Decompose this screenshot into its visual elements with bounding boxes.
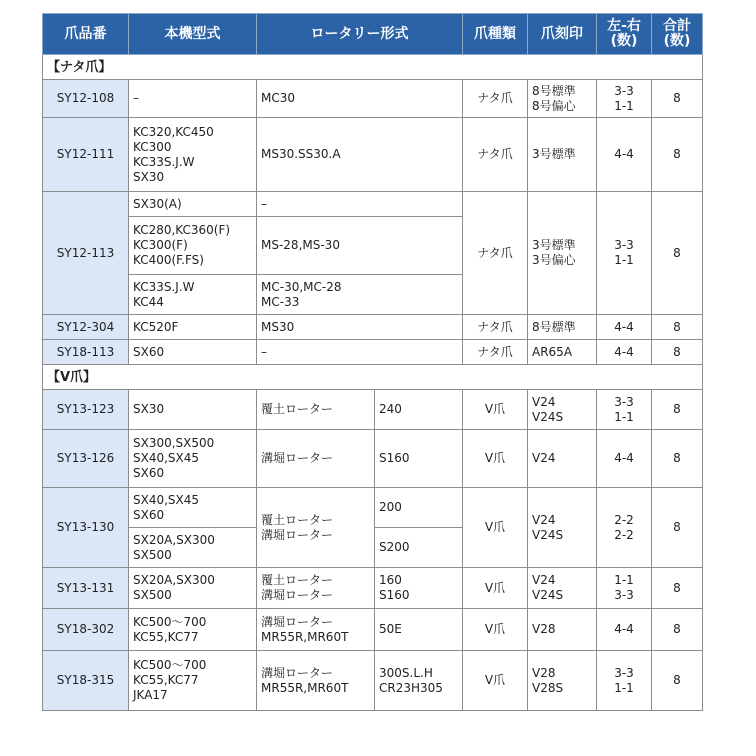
section-row <box>43 365 703 390</box>
total-count: 8 <box>652 488 703 568</box>
table-row <box>43 80 703 118</box>
part-number: SY12-113 <box>43 192 129 315</box>
part-number: SY13-126 <box>43 430 129 488</box>
section-row <box>43 55 703 80</box>
stamp: V24 V24S <box>528 568 597 609</box>
claw-parts-table <box>42 13 703 711</box>
left-right-count: 4-4 <box>597 430 652 488</box>
stamp: V24 V24S <box>528 488 597 568</box>
claw-type: V爪 <box>463 488 528 568</box>
model: KC280,KC360(F) KC300(F) KC400(F.FS) <box>129 217 257 275</box>
rotary: 覆土ローター 溝堀ローター <box>257 488 375 568</box>
rotary: MS-28,MS-30 <box>257 217 463 275</box>
rotary: 溝堀ローター MR55R,MR60T <box>257 609 375 651</box>
rotary: – <box>257 340 463 365</box>
rotary: 覆土ローター 溝堀ローター <box>257 568 375 609</box>
part-number: SY18-113 <box>43 340 129 365</box>
part-number: SY18-302 <box>43 609 129 651</box>
total-count: 8 <box>652 609 703 651</box>
total-count: 8 <box>652 80 703 118</box>
table-row <box>43 568 703 609</box>
left-right-count: 3-3 1-1 <box>597 80 652 118</box>
rotary: MC30 <box>257 80 463 118</box>
left-right-count: 3-3 1-1 <box>597 390 652 430</box>
header-rotary: ロータリー形式 <box>257 14 463 55</box>
table-row <box>43 118 703 192</box>
model: KC320,KC450 KC300 KC33S.J.W SX30 <box>129 118 257 192</box>
part-number: SY13-130 <box>43 488 129 568</box>
total-count: 8 <box>652 651 703 711</box>
header-left-right: 左-右 (数) <box>597 14 652 55</box>
rotary-sub: 50E <box>375 609 463 651</box>
model: SX30(A) <box>129 192 257 217</box>
total-count: 8 <box>652 340 703 365</box>
table-row <box>43 609 703 651</box>
stamp: 3号標準 <box>528 118 597 192</box>
header-stamp: 爪刻印 <box>528 14 597 55</box>
model: KC33S.J.W KC44 <box>129 275 257 315</box>
rotary-sub: 300S.L.H CR23H305 <box>375 651 463 711</box>
table-row <box>43 315 703 340</box>
left-right-count: 4-4 <box>597 609 652 651</box>
total-count: 8 <box>652 568 703 609</box>
total-count: 8 <box>652 430 703 488</box>
claw-type: V爪 <box>463 430 528 488</box>
rotary-sub: S160 <box>375 430 463 488</box>
left-right-count: 4-4 <box>597 315 652 340</box>
table-row <box>43 192 703 217</box>
part-number: SY12-108 <box>43 80 129 118</box>
header-claw-type: 爪種類 <box>463 14 528 55</box>
claw-type: ナタ爪 <box>463 80 528 118</box>
stamp: V24 V24S <box>528 390 597 430</box>
model: SX30 <box>129 390 257 430</box>
table-row <box>43 651 703 711</box>
stamp: AR65A <box>528 340 597 365</box>
model: SX20A,SX300 SX500 <box>129 568 257 609</box>
rotary: 溝堀ローター <box>257 430 375 488</box>
rotary: 溝堀ローター MR55R,MR60T <box>257 651 375 711</box>
left-right-count: 4-4 <box>597 118 652 192</box>
table-row <box>43 488 703 528</box>
rotary-sub: 240 <box>375 390 463 430</box>
header-row <box>43 14 703 55</box>
claw-type: V爪 <box>463 609 528 651</box>
model: SX300,SX500 SX40,SX45 SX60 <box>129 430 257 488</box>
claw-type: ナタ爪 <box>463 340 528 365</box>
stamp: V28 <box>528 609 597 651</box>
claw-type: ナタ爪 <box>463 315 528 340</box>
part-number: SY18-315 <box>43 651 129 711</box>
header-model: 本機型式 <box>129 14 257 55</box>
stamp: 3号標準 3号偏心 <box>528 192 597 315</box>
total-count: 8 <box>652 315 703 340</box>
stamp: 8号標準 8号偏心 <box>528 80 597 118</box>
header-total: 合計 (数) <box>652 14 703 55</box>
table-row <box>43 390 703 430</box>
model: – <box>129 80 257 118</box>
left-right-count: 4-4 <box>597 340 652 365</box>
rotary: MC-30,MC-28 MC-33 <box>257 275 463 315</box>
part-number: SY12-111 <box>43 118 129 192</box>
model: SX60 <box>129 340 257 365</box>
model: KC500〜700 KC55,KC77 <box>129 609 257 651</box>
rotary: MS30.SS30.A <box>257 118 463 192</box>
left-right-count: 1-1 3-3 <box>597 568 652 609</box>
total-count: 8 <box>652 118 703 192</box>
rotary-sub: S200 <box>375 528 463 568</box>
section-title-nata: 【ナタ爪】 <box>43 55 703 80</box>
model: KC520F <box>129 315 257 340</box>
rotary: 覆土ローター <box>257 390 375 430</box>
claw-type: ナタ爪 <box>463 192 528 315</box>
part-number: SY12-304 <box>43 315 129 340</box>
claw-type: V爪 <box>463 568 528 609</box>
part-number: SY13-131 <box>43 568 129 609</box>
left-right-count: 2-2 2-2 <box>597 488 652 568</box>
stamp: V28 V28S <box>528 651 597 711</box>
total-count: 8 <box>652 390 703 430</box>
stamp: 8号標準 <box>528 315 597 340</box>
table-row <box>43 430 703 488</box>
claw-type: ナタ爪 <box>463 118 528 192</box>
section-title-v: 【V爪】 <box>43 365 703 390</box>
total-count: 8 <box>652 192 703 315</box>
left-right-count: 3-3 1-1 <box>597 651 652 711</box>
left-right-count: 3-3 1-1 <box>597 192 652 315</box>
part-number: SY13-123 <box>43 390 129 430</box>
claw-type: V爪 <box>463 651 528 711</box>
model: SX20A,SX300 SX500 <box>129 528 257 568</box>
rotary: MS30 <box>257 315 463 340</box>
table-row <box>43 340 703 365</box>
model: KC500〜700 KC55,KC77 JKA17 <box>129 651 257 711</box>
rotary: – <box>257 192 463 217</box>
stamp: V24 <box>528 430 597 488</box>
claw-type: V爪 <box>463 390 528 430</box>
header-part-no: 爪品番 <box>43 14 129 55</box>
rotary-sub: 200 <box>375 488 463 528</box>
rotary-sub: 160 S160 <box>375 568 463 609</box>
model: SX40,SX45 SX60 <box>129 488 257 528</box>
